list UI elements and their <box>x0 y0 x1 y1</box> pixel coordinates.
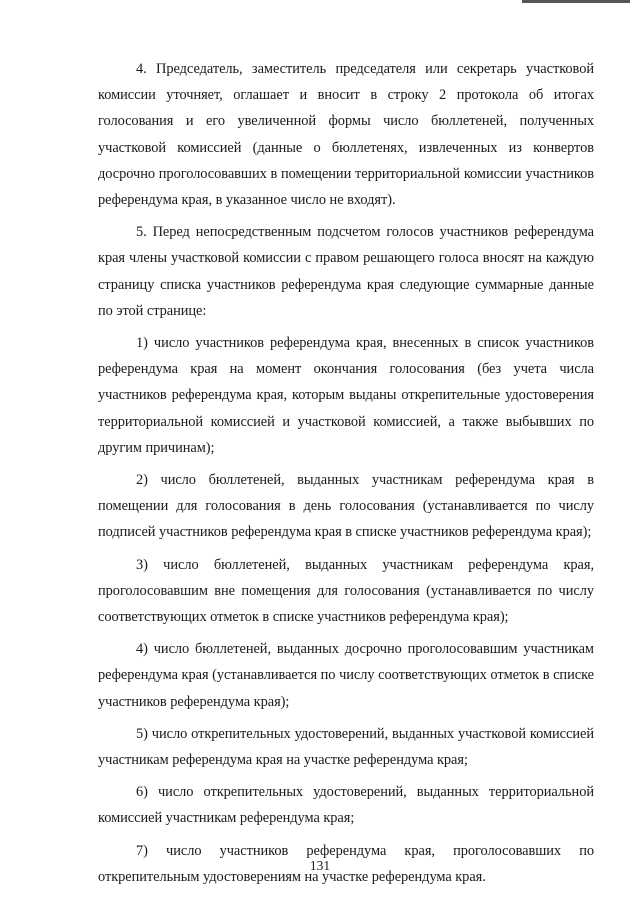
paragraph-4: 4. Председатель, заместитель председателя или секретарь участковой комиссии уточняет, оглашает и вносит в строку 2 протокола об итогах голосования и его увеличенной формы число бюллетеней, полученных участковой комиссией (данные о бюллетенях, извлеченных из конвертов досрочно проголосовавших в помещении территориальной комиссии участников референдума края, в указанное число не входят). <box>98 61 594 209</box>
list-item-1: 1) число участников референдума края, внесенных в список участников референдума края на момент окончания голосования (без учета числа участников референдума края, которым выданы открепительные удостоверения территориальной комиссией и участковой комиссией, а также выбывших по другим причинам); <box>98 335 594 456</box>
list-item-7: 7) число участников референдума края, проголосовавших по открепительным удостоверениям на участке референдума края. <box>98 842 594 885</box>
list-item-3: 3) число бюллетеней, выданных участникам референдума края, проголосовавшим вне помещения для голосования (устанавливается по числу соответствующих отметок в списке участников референдума края); <box>98 556 594 626</box>
list-item-4: 4) число бюллетеней, выданных досрочно проголосовавшим участникам референдума края (устанавливается по числу соответствующих отметок в списке участников референдума края); <box>98 641 594 710</box>
document-body <box>98 56 594 896</box>
page-number: 131 <box>309 858 331 873</box>
list-item-5: 5) число открепительных удостоверений, выданных участковой комиссией участникам референдума края на участке референдума края; <box>98 725 594 769</box>
top-edge-rule <box>522 0 630 3</box>
list-item-6: 6) число открепительных удостоверений, выданных территориальной комиссией участникам референдума края; <box>98 784 594 827</box>
list-item-2: 2) число бюллетеней, выданных участникам референдума края в помещении для голосования в день голосования (устанавливается по числу подписей участников референдума края в списке участников референдума края); <box>98 472 594 541</box>
paragraph-5: 5. Перед непосредственным подсчетом голосов участников референдума края члены участковой комиссии с правом решающего голоса вносят на каждую страницу списка участников референдума края следующие суммарные данные по этой странице: <box>98 224 594 319</box>
